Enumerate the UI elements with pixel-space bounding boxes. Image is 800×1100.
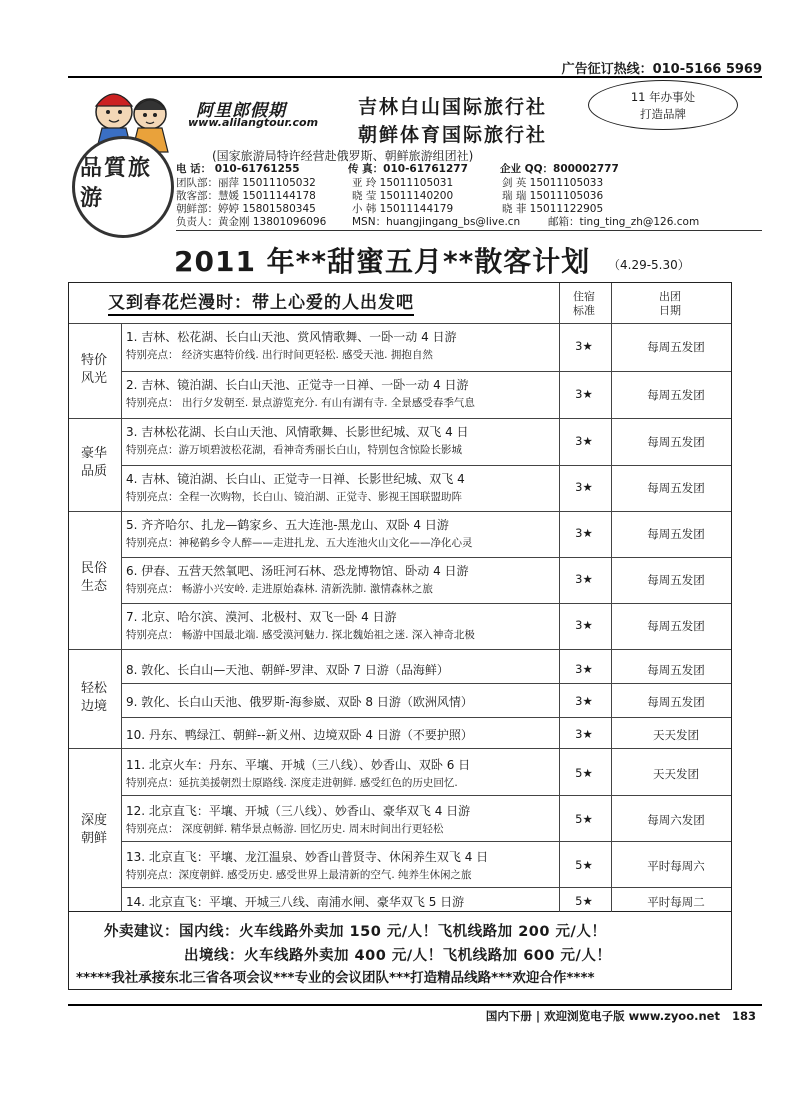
hotel-standard: 5★ bbox=[575, 766, 593, 780]
route-title: 1. 吉林、松花湖、长白山天池、赏风情歌舞、一卧一动 4 日游 bbox=[126, 330, 457, 344]
contact-fit-2: 晓 莹 15011140200 bbox=[352, 190, 454, 202]
hotel-standard: 3★ bbox=[575, 694, 593, 708]
depart-schedule: 天天发团 bbox=[653, 767, 699, 781]
depart-schedule: 每周五发团 bbox=[647, 619, 705, 633]
speech-bubble bbox=[588, 80, 738, 130]
bubble-line-2: 打造品牌 bbox=[640, 107, 686, 121]
route-title: 9. 敦化、长白山天池、俄罗斯-海参崴、双卧 8 日游（欧洲风情） bbox=[126, 695, 473, 709]
contact-team-2: 亚 玲 15011105031 bbox=[352, 177, 454, 189]
depart-schedule: 每周五发团 bbox=[647, 527, 705, 541]
header-hotel-standard: 住宿 标准 bbox=[573, 290, 595, 317]
table-slogan: 又到春花烂漫时：带上心爱的人出发吧 bbox=[108, 288, 414, 316]
route-feature: 特别亮点：深度朝鲜. 感受历史. 感受世界上最清新的空气. 纯养生休闲之旅 bbox=[126, 869, 472, 881]
route-feature: 特别亮点： 畅游小兴安岭. 走进原始森林. 清新洗肺. 激情森林之旅 bbox=[126, 583, 433, 595]
hotel-standard: 3★ bbox=[575, 387, 593, 401]
contact-korea-3: 晓 菲 15011122905 bbox=[502, 203, 604, 215]
hotel-standard: 3★ bbox=[575, 480, 593, 494]
route-feature: 特别亮点：游万顷碧波松花湖，看神奇秀丽长白山，特别包含惊险长影城 bbox=[126, 444, 462, 456]
footer bbox=[486, 1008, 756, 1024]
date-range: （4.29-5.30） bbox=[608, 258, 690, 272]
hotel-standard: 5★ bbox=[575, 858, 593, 872]
contact-team-1: 团队部：丽萍 15011105032 bbox=[176, 177, 316, 189]
header-depart-date: 出团 日期 bbox=[659, 290, 681, 317]
route-title: 11. 北京火车：丹东、平壤、开城（三八线）、妙香山、双卧 6 日 bbox=[126, 758, 471, 772]
contact-phone: 电 话： 010-61761255 bbox=[176, 163, 300, 175]
category-special-price: 特价 风光 bbox=[80, 353, 107, 386]
category-border: 轻松 边境 bbox=[80, 681, 107, 714]
contact-manager: 负责人：黄金刚 13801096096 bbox=[176, 216, 327, 228]
footer-divider bbox=[68, 1004, 762, 1006]
route-title: 13. 北京直飞：平壤、龙江温泉、妙香山普贤寺、休闲养生双飞 4 日 bbox=[126, 850, 489, 864]
agency-name-2: 朝鲜体育国际旅行社 bbox=[358, 124, 548, 146]
hotel-standard: 3★ bbox=[575, 727, 593, 741]
hotel-standard: 3★ bbox=[575, 572, 593, 586]
depart-schedule: 平时每周二 bbox=[647, 895, 705, 909]
depart-schedule: 每周六发团 bbox=[647, 813, 705, 827]
hotel-standard: 3★ bbox=[575, 434, 593, 448]
route-title: 7. 北京、哈尔滨、漠河、北极村、双飞一卧 4 日游 bbox=[126, 610, 397, 624]
depart-schedule: 每周五发团 bbox=[647, 388, 705, 402]
brand-name: 阿里郎假期 bbox=[196, 101, 286, 121]
extras-outbound: 出境线：火车线路外卖加 400 元/人！飞机线路加 600 元/人！ bbox=[184, 948, 612, 964]
depart-schedule: 每周五发团 bbox=[647, 663, 705, 677]
top-divider bbox=[68, 76, 762, 78]
hotel-standard: 5★ bbox=[575, 894, 593, 908]
contact-team-3: 剑 英 15011105033 bbox=[502, 177, 604, 189]
contact-korea-1: 朝鲜部：婷婷 15801580345 bbox=[176, 203, 316, 215]
category-north-korea: 深度 朝鲜 bbox=[80, 813, 107, 846]
depart-schedule: 每周五发团 bbox=[647, 573, 705, 587]
conference-banner: *****我社承接东北三省各项会议***专业的会议团队***打造精品线路***欢迎合作**** bbox=[76, 970, 595, 986]
contact-fit-3: 瑞 瑞 15011105036 bbox=[502, 190, 604, 202]
route-feature: 特别亮点： 深度朝鲜. 精华景点畅游. 回忆历史. 周末时间出行更轻松 bbox=[126, 823, 444, 835]
route-feature: 特别亮点：神秘鹤乡令人醉——走进扎龙、五大连池火山文化——净化心灵 bbox=[126, 537, 473, 549]
hotel-standard: 3★ bbox=[575, 618, 593, 632]
contact-fax: 传 真：010-61761277 bbox=[348, 163, 468, 175]
route-feature: 特别亮点：全程一次购物，长白山、镜泊湖、正觉寺、影视王国联盟助阵 bbox=[126, 491, 462, 503]
hotel-standard: 5★ bbox=[575, 812, 593, 826]
agency-name-1: 吉林白山国际旅行社 bbox=[358, 96, 548, 118]
route-title: 6. 伊春、五营天然氧吧、汤旺河石林、恐龙博物馆、卧动 4 日游 bbox=[126, 564, 469, 578]
page-title: 2011 年**甜蜜五月**散客计划 bbox=[174, 245, 591, 278]
contact-qq: 企业 QQ：800002777 bbox=[500, 163, 619, 175]
depart-schedule: 天天发团 bbox=[653, 728, 699, 742]
hotel-standard: 3★ bbox=[575, 662, 593, 676]
brand-url: www.alilangtour.com bbox=[188, 116, 319, 129]
contact-fit-1: 散客部：慧媛 15011144178 bbox=[176, 190, 316, 202]
depart-schedule: 每周五发团 bbox=[647, 695, 705, 709]
contact-email: 邮箱：ting_ting_zh@126.com bbox=[548, 216, 700, 228]
depart-schedule: 平时每周六 bbox=[647, 859, 705, 873]
quality-badge-text: 品質旅游 bbox=[80, 156, 153, 211]
route-feature: 特别亮点： 畅游中国最北端. 感受漠河魅力. 探北魏始祖之迷. 深入神奇北极 bbox=[126, 629, 475, 641]
route-title: 4. 吉林、镜泊湖、长白山、正觉寺一日禅、长影世纪城、双飞 4 bbox=[126, 472, 465, 486]
route-feature: 特别亮点： 经济实惠特价线. 出行时间更轻松. 感受天池. 拥抱自然 bbox=[126, 349, 433, 361]
footer-text: 国内下册 | 欢迎浏览电子版 www.zyoo.net bbox=[485, 1009, 720, 1023]
header-divider bbox=[176, 230, 762, 231]
category-luxury: 豪华 品质 bbox=[80, 446, 107, 479]
route-title: 2. 吉林、镜泊湖、长白山天池、正觉寺一日禅、一卧一动 4 日游 bbox=[126, 378, 469, 392]
route-title: 8. 敦化、长白山—天池、朝鲜-罗津、双卧 7 日游（品海鲜） bbox=[126, 663, 449, 677]
depart-schedule: 每周五发团 bbox=[647, 340, 705, 354]
depart-schedule: 每周五发团 bbox=[647, 481, 705, 495]
ad-hotline: 广告征订热线：010-5166 5969 bbox=[561, 62, 762, 77]
route-title: 10. 丹东、鸭绿江、朝鲜--新义州、边境双卧 4 日游（不要护照） bbox=[126, 728, 473, 742]
contact-msn: MSN：huangjingang_bs@live.cn bbox=[352, 216, 521, 228]
depart-schedule: 每周五发团 bbox=[647, 435, 705, 449]
route-feature: 特别亮点： 出行夕发朝至. 景点游览充分. 有山有湖有寺. 全景感受春季气息 bbox=[126, 397, 475, 409]
license-note: (国家旅游局特许经营赴俄罗斯、朝鲜旅游组团社) bbox=[212, 149, 474, 163]
hotel-standard: 3★ bbox=[575, 339, 593, 353]
category-folk-eco: 民俗 生态 bbox=[80, 561, 107, 594]
bubble-line-1: 11 年办事处 bbox=[630, 90, 696, 104]
contact-korea-2: 小 韩 15011144179 bbox=[352, 203, 454, 215]
route-title: 14. 北京直飞：平壤、开城三八线、南浦水闸、豪华双飞 5 日游 bbox=[126, 895, 465, 909]
extras-domestic: 外卖建议：国内线：火车线路外卖加 150 元/人！飞机线路加 200 元/人！ bbox=[104, 924, 607, 940]
route-title: 3. 吉林松花湖、长白山天池、风情歌舞、长影世纪城、双飞 4 日 bbox=[126, 425, 469, 439]
route-title: 12. 北京直飞：平壤、开城（三八线）、妙香山、豪华双飞 4 日游 bbox=[126, 804, 471, 818]
route-title: 5. 齐齐哈尔、扎龙—鹤家乡、五大连池-黑龙山、双卧 4 日游 bbox=[126, 518, 449, 532]
hotel-standard: 3★ bbox=[575, 526, 593, 540]
page-number: 183 bbox=[731, 1009, 756, 1023]
route-feature: 特别亮点：延抗美援朝烈士原路线. 深度走进朝鲜. 感受红色的历史回忆. bbox=[126, 777, 458, 789]
